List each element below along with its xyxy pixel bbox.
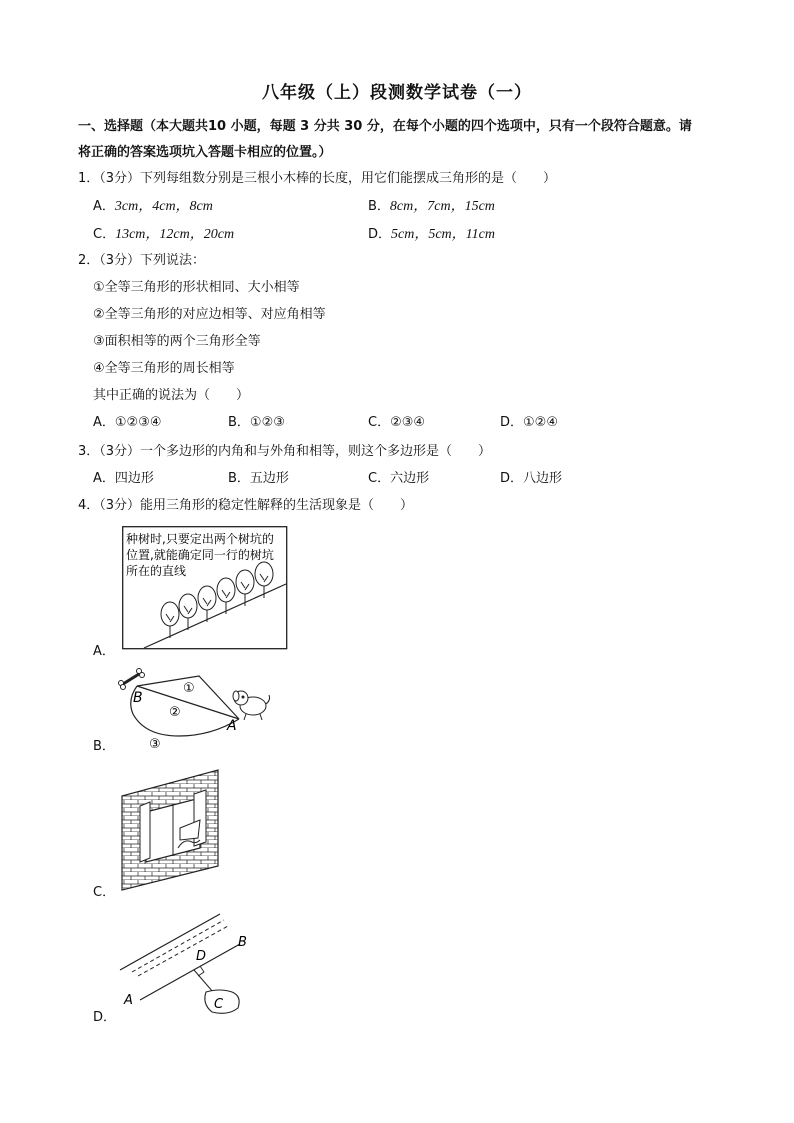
point-c-label: C xyxy=(214,997,224,1012)
q1-a-label: A． xyxy=(93,199,115,214)
route-1-label: ① xyxy=(183,681,195,696)
point-b-label: B xyxy=(238,935,247,950)
q2-statement-4: ④全等三角形的周长相等 xyxy=(93,361,235,376)
q4-option-a: A． xyxy=(93,644,115,659)
q3-option-c: C．六边形 xyxy=(368,471,430,486)
q4-figure-a xyxy=(122,526,288,650)
q1-option-c xyxy=(93,226,234,244)
q1-b-text: 8cm，7cm，15cm xyxy=(389,199,495,214)
section-heading: 一、选择题（本大题共10 小题，每题 3 分共 30 分，在每个小题的四个选项中，只有一个段符合题意。请 xyxy=(78,119,692,134)
river-dash-1 xyxy=(132,920,224,972)
q2-option-d: D．①②④ xyxy=(500,415,558,430)
q2-option-b: B．①②③ xyxy=(228,415,285,430)
q2-ask: 其中正确的说法为（ ） xyxy=(93,388,250,403)
section-heading-cont: 将正确的答案选项坑入答题卡相应的位置。） xyxy=(78,145,332,160)
q1-c-label: C． xyxy=(93,227,116,242)
q1-d-label: D． xyxy=(368,227,392,242)
perpendicular-cd xyxy=(194,970,213,992)
q1-d-text: 5cm，5cm，11cm xyxy=(391,227,495,242)
q4-figure-d xyxy=(118,908,258,1028)
q1-stem: 1．（3分）下列每组数分别是三根小木棒的长度，用它们能摆成三角形的是（ ） xyxy=(78,171,557,186)
page-title: 八年级（上）段测数学试卷（一） xyxy=(262,83,532,103)
river-dash-2 xyxy=(138,926,228,976)
q3-option-a: A．四边形 xyxy=(93,471,154,486)
q4-figure-b xyxy=(115,664,275,756)
q4-a-caption-2: 位置,就能确定同一行的树坑 xyxy=(126,548,274,562)
window-sash-left xyxy=(140,802,150,862)
point-a-label: A xyxy=(124,993,133,1008)
q4-stem: 4．（3分）能用三角形的稳定性解释的生活现象是（ ） xyxy=(78,498,414,513)
q3-stem: 3．（3分）一个多边形的内角和与外角和相等，则这个多边形是（ ） xyxy=(78,444,492,459)
q4-figure-c xyxy=(120,768,220,892)
q4-a-caption-3: 所在的直线 xyxy=(126,564,187,578)
q1-b-label: B． xyxy=(368,199,390,214)
q2-option-a: A．①②③④ xyxy=(93,415,162,430)
q4-option-b: B． xyxy=(93,739,115,754)
q3-option-b: B．五边形 xyxy=(228,471,289,486)
q4-option-d: D． xyxy=(93,1010,117,1025)
point-a-label: A xyxy=(227,718,237,734)
q3-option-d: D．八边形 xyxy=(500,471,563,486)
q1-option-d xyxy=(368,226,495,244)
q2-statement-1: ①全等三角形的形状相同、大小相等 xyxy=(93,280,300,295)
q1-c-text: 13cm，12cm，20cm xyxy=(115,227,235,242)
q1-option-a xyxy=(93,198,213,216)
q1-a-text: 3cm，4cm，8cm xyxy=(114,199,213,214)
q4-option-c: C． xyxy=(93,885,116,900)
q2-statement-3: ③面积相等的两个三角形全等 xyxy=(93,334,261,349)
q4-a-caption-1: 种树时,只要定出两个树坑的 xyxy=(126,532,274,546)
route-2-label: ② xyxy=(169,705,181,720)
q1-option-b xyxy=(368,198,495,216)
point-b-label: B xyxy=(133,690,143,706)
q2-stem: 2．（3分）下列说法： xyxy=(78,253,206,268)
q2-statement-2: ②全等三角形的对应边相等、对应角相等 xyxy=(93,307,326,322)
q2-option-c: C．②③④ xyxy=(368,415,426,430)
dog-icon xyxy=(233,691,270,720)
route-3-label: ③ xyxy=(149,737,161,752)
point-d-label: D xyxy=(196,949,207,964)
bone-icon xyxy=(119,669,145,690)
